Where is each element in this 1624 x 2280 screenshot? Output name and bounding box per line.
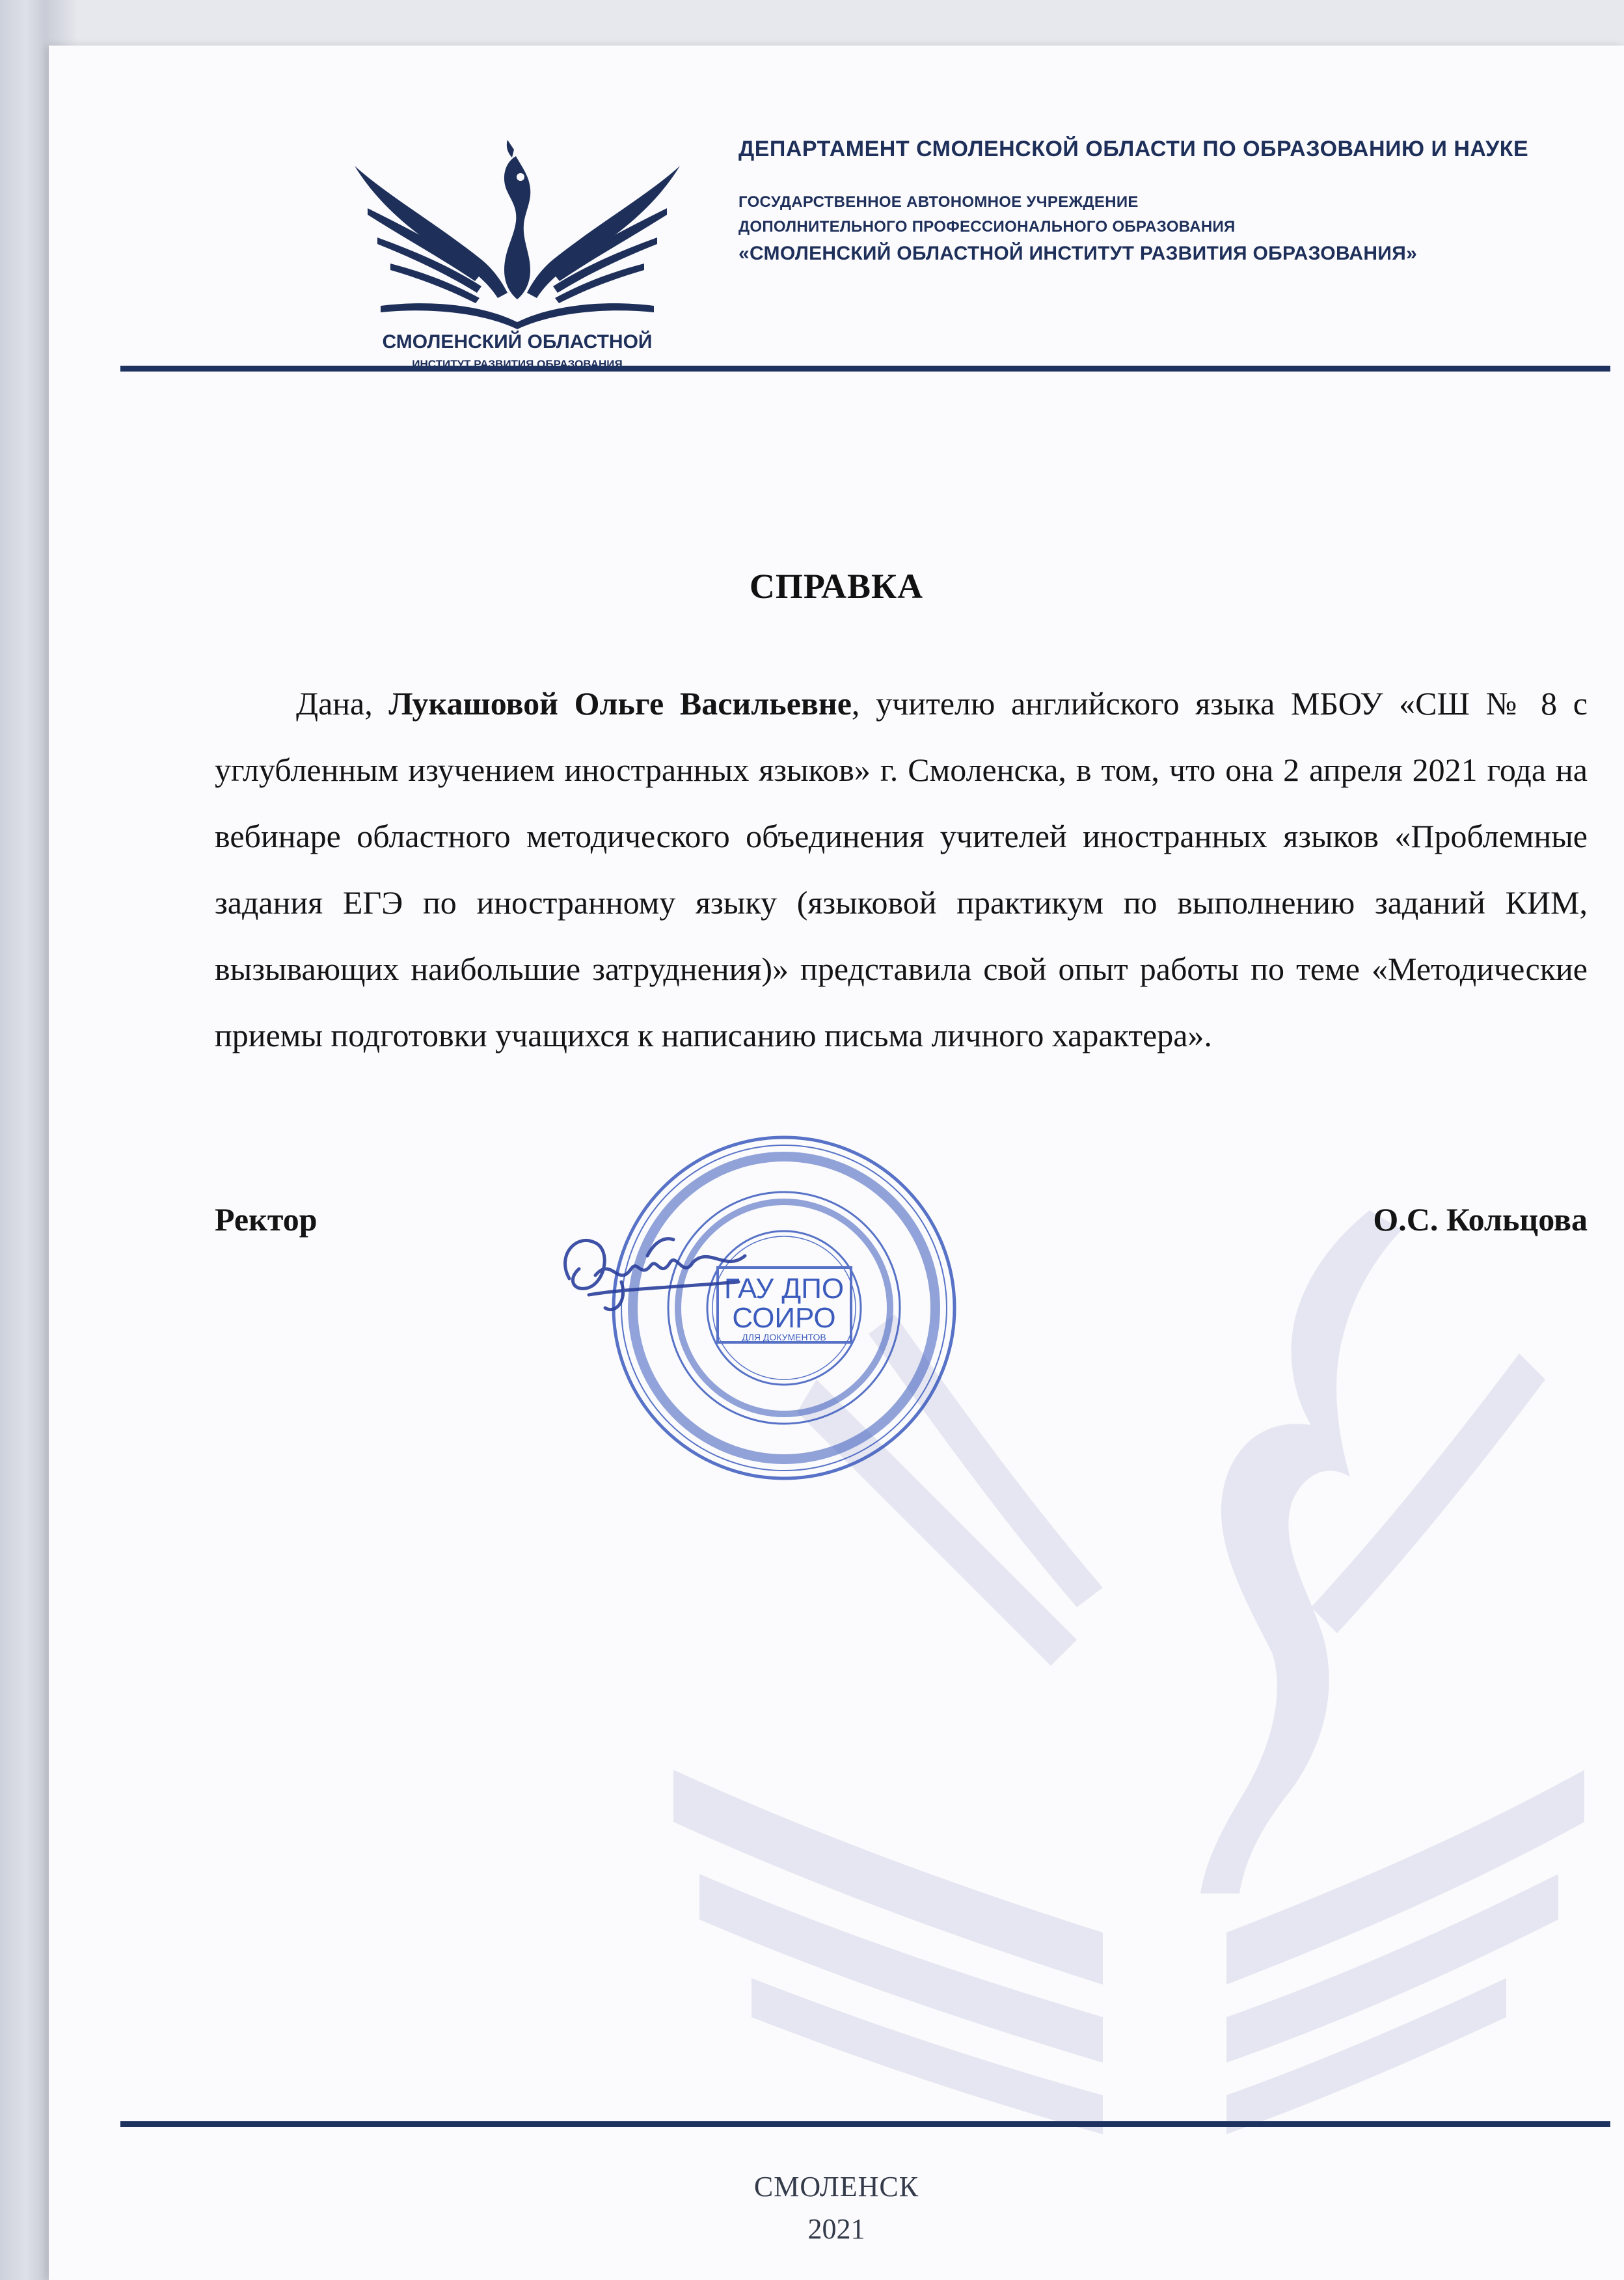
signatory-title: Ректор <box>215 1201 318 1238</box>
body-part2: , учителю английского языка МБОУ «СШ № 8 с углубленным изучением иностранных языков» г. Смоленска, в том, что она 2 апреля 2021 года на вебинаре областного методического объединения учителей иностранных языков «Проблемные задания ЕГЭ по иностранному языку (языковой практикум по выполнению заданий КИМ, вызывающих наибольшие затруднения)» представила свой опыт работы по теме «Методические приемы подготовки учащихся к написанию письма личного характера». <box>215 685 1588 1053</box>
letterhead <box>738 137 1584 265</box>
org-name: «СМОЛЕНСКИЙ ОБЛАСТНОЙ ИНСТИТУТ РАЗВИТИЯ ОБРАЗОВАНИЯ» <box>738 243 1418 264</box>
footer-divider <box>120 2121 1610 2127</box>
institute-logo-icon <box>342 117 693 377</box>
signatory-name: О.С. Кольцова <box>1373 1201 1588 1238</box>
body-part1: Дана, <box>296 685 389 722</box>
document-page <box>49 46 1624 2280</box>
stamp-center-line2: СОИРО <box>732 1302 836 1334</box>
footer-city: СМОЛЕНСК <box>753 2171 919 2203</box>
logo-text-line2: ИНСТИТУТ РАЗВИТИЯ ОБРАЗОВАНИЯ <box>412 358 623 370</box>
person-name: Лукашовой Ольге Васильевне <box>388 685 852 722</box>
logo-text-line1: СМОЛЕНСКИЙ ОБЛАСТНОЙ <box>382 331 653 353</box>
department-name: ДЕПАРТАМЕНТ СМОЛЕНСКОЙ ОБЛАСТИ ПО ОБРАЗОВАНИЮ И НАУКЕ <box>738 137 1529 161</box>
footer-year: 2021 <box>807 2213 865 2245</box>
org-type-line1: ГОСУДАРСТВЕННОЕ АВТОНОМНОЕ УЧРЕЖДЕНИЕ <box>738 193 1139 211</box>
stamp-center-line1: ГАУ ДПО <box>724 1273 845 1305</box>
document-body <box>215 670 1588 1068</box>
header-divider <box>120 366 1610 372</box>
signature-block <box>215 1201 1588 1253</box>
org-type-line2: ДОПОЛНИТЕЛЬНОГО ПРОФЕССИОНАЛЬНОГО ОБРАЗОВАНИЯ <box>738 218 1236 236</box>
handwritten-signature-icon <box>550 1217 758 1327</box>
stamp-center-line3: ДЛЯ ДОКУМЕНТОВ <box>742 1332 826 1342</box>
document-title: СПРАВКА <box>749 567 924 606</box>
